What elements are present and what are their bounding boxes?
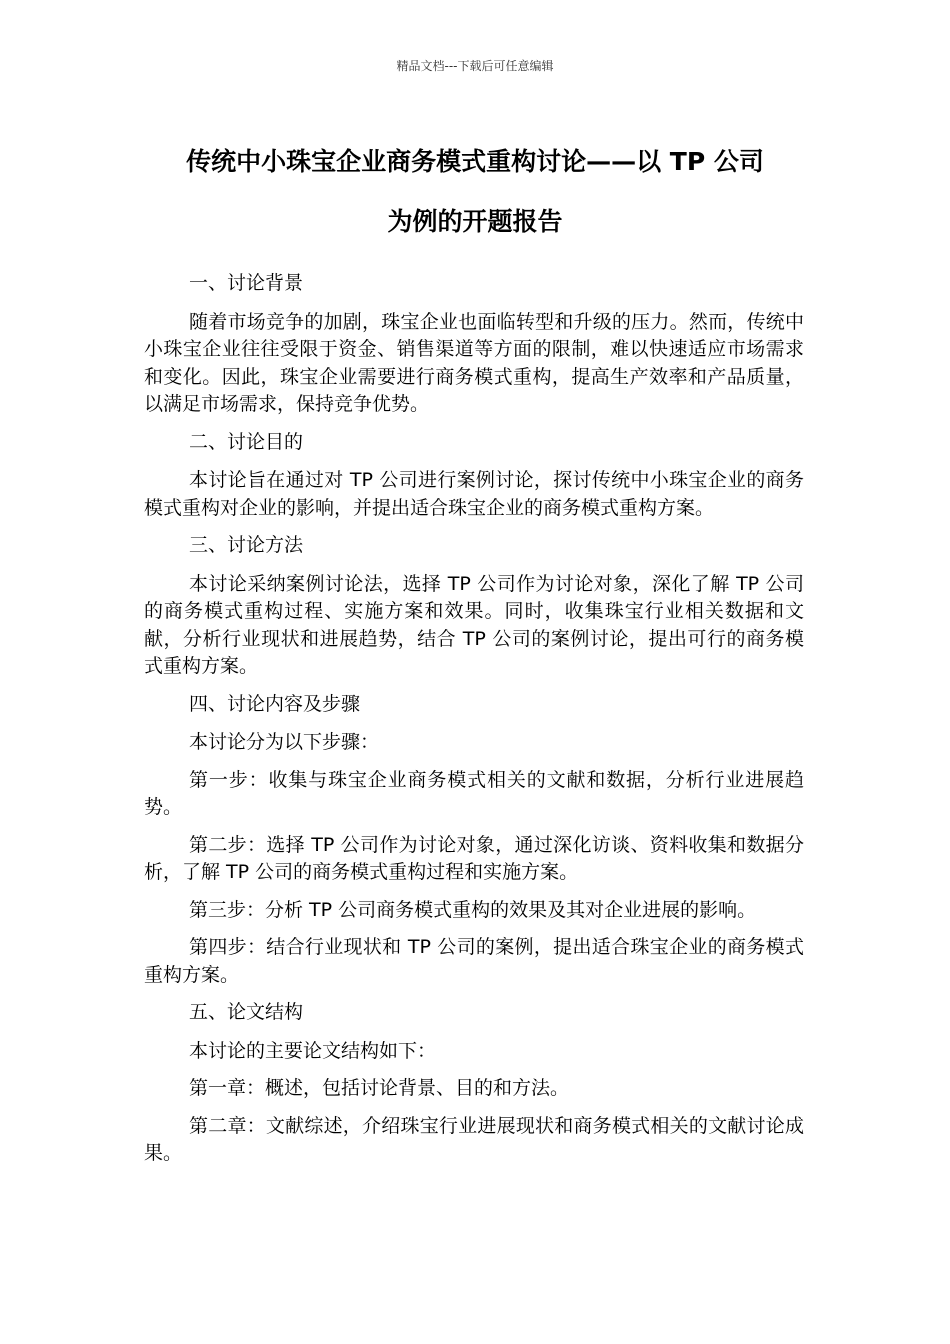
title-line-1: 传统中小珠宝企业商务模式重构讨论——以 TP 公司 [186,147,764,176]
paragraph-structure-intro: 本讨论的主要论文结构如下： [189,1039,437,1062]
section-heading-steps: 四、讨论内容及步骤 [189,692,361,715]
paragraph-step-3: 第三步：分析 TP 公司商务模式重构的效果及其对企业进展的影响。 [189,898,757,921]
section-heading-structure: 五、论文结构 [189,1001,304,1023]
paragraph-background: 随着市场竞争的加剧，珠宝企业也面临转型和升级的压力。然而，传统中小珠宝企业往往受限于资金、销售渠道等方面的限制，难以快速适应市场需求和变化。因此，珠宝企业需要进行商务模式重构，提高生产效率和产品质量，以满足市场需求，保持竞争优势。 [144,310,804,415]
page-header-note: 精品文档---下载后可任意编辑 [396,59,554,73]
paragraph-step-1: 第一步：收集与珠宝企业商务模式相关的文献和数据，分析行业进展趋势。 [144,768,804,818]
paragraph-step-2: 第二步：选择 TP 公司作为讨论对象，通过深化访谈、资料收集和数据分析，了解 TP 公司的商务模式重构过程和实施方案。 [144,833,804,883]
paragraph-chapter-1: 第一章：概述，包括讨论背景、目的和方法。 [189,1077,570,1099]
section-heading-method: 三、讨论方法 [189,534,304,556]
section-heading-background: 一、讨论背景 [189,272,304,294]
document-body [144,270,804,1178]
paragraph-method: 本讨论采纳案例讨论法，选择 TP 公司作为讨论对象，深化了解 TP 公司的商务模式重构过程、实施方案和效果。同时，收集珠宝行业相关数据和文献，分析行业现状和进展趋势，结合 TP 公司的案例讨论，提出可行的商务模式重构方案。 [144,572,804,677]
paragraph-chapter-2: 第二章：文献综述，介绍珠宝行业进展现状和商务模式相关的文献讨论成果。 [144,1114,804,1164]
title-line-2: 为例的开题报告 [387,207,563,236]
paragraph-step-4: 第四步：结合行业现状和 TP 公司的案例，提出适合珠宝企业的商务模式重构方案。 [144,936,804,986]
document-title [120,132,830,252]
paragraph-steps-intro: 本讨论分为以下步骤： [189,731,380,753]
section-heading-purpose: 二、讨论目的 [189,430,304,453]
paragraph-purpose: 本讨论旨在通过对 TP 公司进行案例讨论，探讨传统中小珠宝企业的商务模式重构对企业的影响，并提出适合珠宝企业的商务模式重构方案。 [144,469,804,519]
